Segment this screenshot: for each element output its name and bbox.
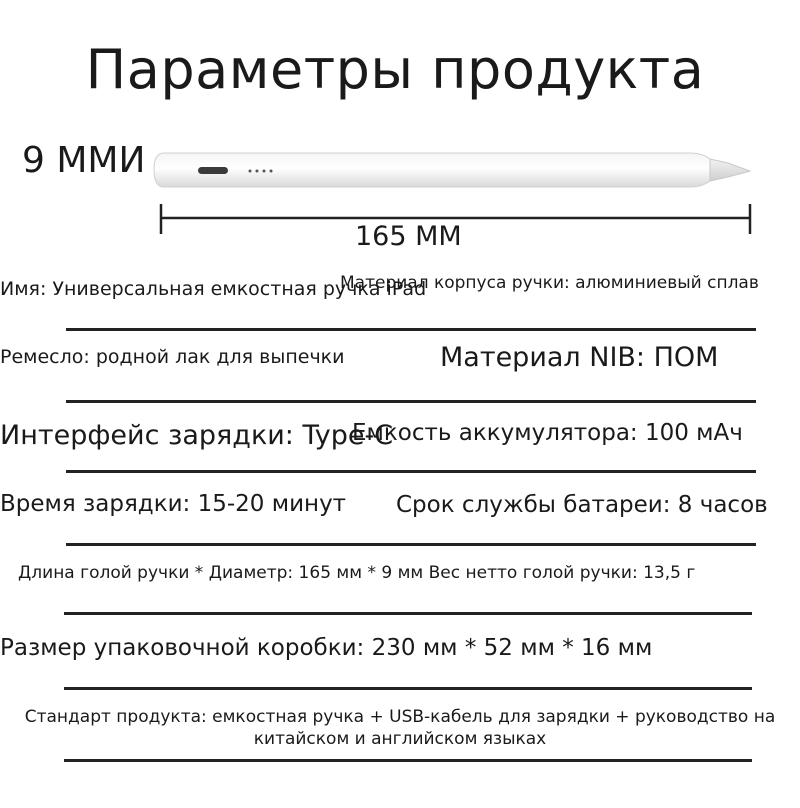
spec-product-standard: Стандарт продукта: емкостная ручка + USB-кабель для зарядки + руководство на китайском и английском языках <box>24 707 776 749</box>
spec-charging-interface: Интерфейс зарядки: Type-C <box>0 420 394 451</box>
divider <box>64 612 752 615</box>
stylus-pen-illustration <box>150 145 760 195</box>
page-title: Параметры продукта <box>85 38 705 101</box>
divider <box>66 400 756 403</box>
spec-name: Имя: Универсальная емкостная ручка iPad <box>0 278 427 300</box>
divider <box>66 543 756 546</box>
spec-dimensions-weight: Длина голой ручки * Диаметр: 165 мм * 9 мм Вес нетто голой ручки: 13,5 г <box>18 563 696 583</box>
spec-charging-time: Время зарядки: 15-20 минут <box>0 491 347 517</box>
spec-body-material: Материал корпуса ручки: алюминиевый сплав <box>340 273 759 293</box>
divider <box>66 328 756 331</box>
divider <box>64 687 752 690</box>
spec-battery-capacity: Емкость аккумулятора: 100 мАч <box>352 420 743 446</box>
length-label: 165 ММ <box>355 221 462 252</box>
spec-battery-life: Срок службы батареи: 8 часов <box>396 492 768 518</box>
divider <box>66 470 756 473</box>
diameter-label: 9 ММИ <box>22 140 146 181</box>
divider <box>64 759 752 762</box>
spec-nib-material: Материал NIB: ПОМ <box>440 342 719 373</box>
spec-craft: Ремесло: родной лак для выпечки <box>0 346 345 368</box>
spec-package-size: Размер упаковочной коробки: 230 мм * 52 мм * 16 мм <box>0 635 653 661</box>
